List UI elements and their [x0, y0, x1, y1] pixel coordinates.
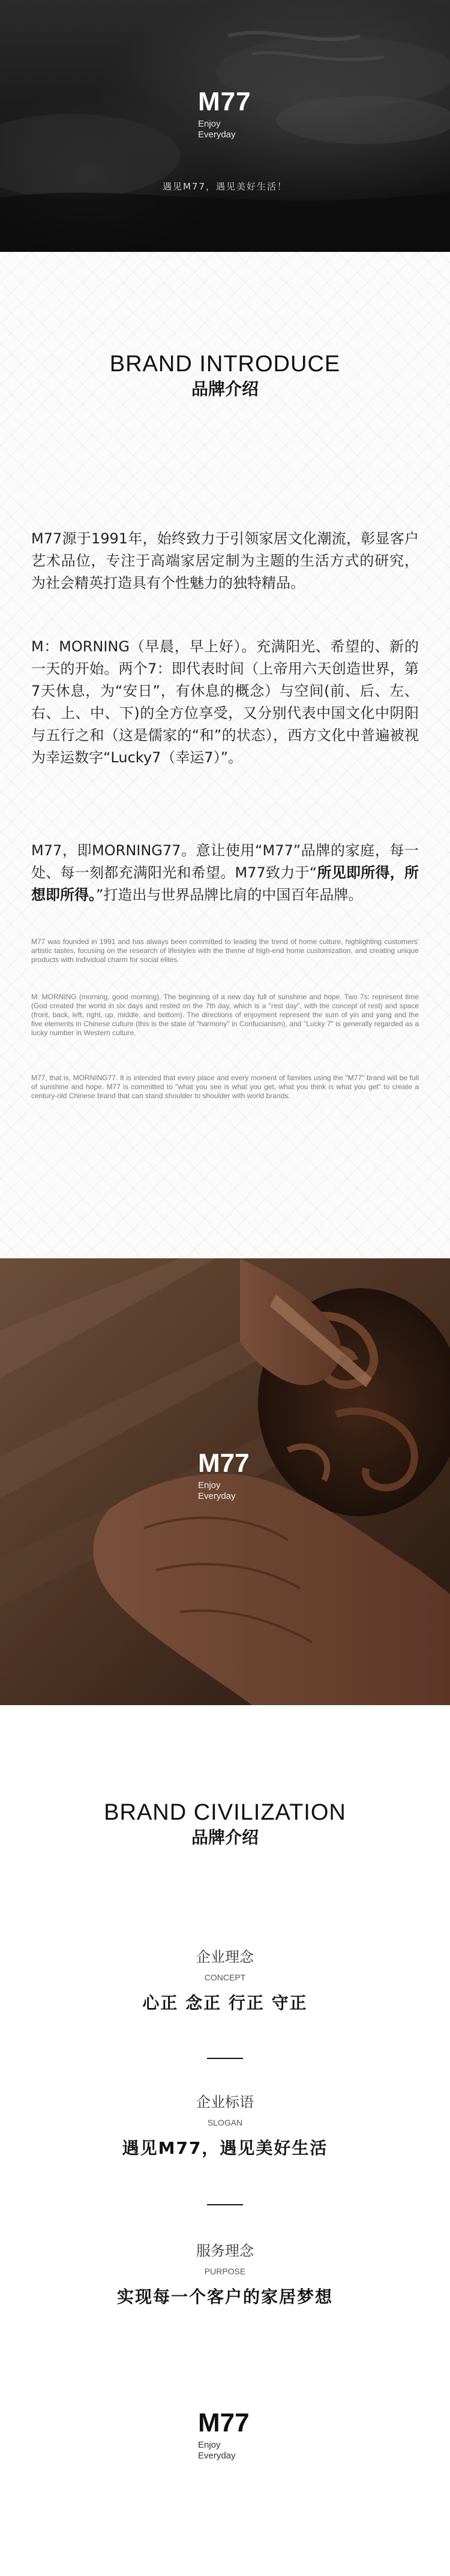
- concept-en: CONCEPT: [204, 1973, 246, 1982]
- introduce-title-en: BRAND INTRODUCE: [109, 351, 341, 377]
- footer-logo: [198, 2410, 250, 2461]
- hero-logo-tagline-1: Enjoy: [198, 119, 221, 129]
- photo-logo: [198, 1450, 250, 1502]
- purpose-block: [0, 2242, 450, 2308]
- hero-logo-mark: M77: [198, 87, 251, 116]
- hero-logo-tagline-2: Everyday: [198, 130, 236, 140]
- introduce-english-3: M77, that is, MORNING77. It is intended that every place and every moment of families using the "M77" brand will be full of sunshine and hope. M77 is committed to "what you see is what you get, what you think is what you get" to create a century-old Chinese brand that can stand shoulder to shoulder with world brands.: [31, 1074, 419, 1100]
- footer-logo-tagline-1: Enjoy: [198, 2440, 221, 2450]
- civilization-title: [0, 1799, 450, 1848]
- photo-logo-tagline-1: Enjoy: [198, 1480, 221, 1490]
- introduce-paragraph-2: M：MORNING（早晨，早上好）。充满阳光、希望的、新的一天的开始。两个7：即代表时间（上帝用六天创造世界，第7天休息，为“安日”，有休息的概念）与空间(前、后、左、右、上、中、下)的全方位享受，又分别代表中国文化中阴阳与五行之和（这是儒家的“和”的状态），西方文化中普遍被视为幸运数字“Lucky7（幸运7）”。: [31, 638, 419, 766]
- introduce-title: [0, 351, 450, 400]
- hero-slogan: 遇见M77，遇见美好生活！: [162, 181, 288, 192]
- photo-logo-mark: M77: [198, 1448, 250, 1478]
- p3-bold: 所见即所得，所想即所得。: [31, 864, 419, 903]
- concept-label: 企业理念: [196, 1949, 254, 1965]
- introduce-paragraph-3: [31, 840, 419, 906]
- p3-post: ”打造出与世界品牌比肩的中国百年品牌。: [96, 886, 363, 903]
- purpose-label: 服务理念: [196, 2243, 254, 2259]
- divider-1: [207, 2058, 243, 2059]
- purpose-en: PURPOSE: [204, 2267, 246, 2276]
- slogan-en: SLOGAN: [207, 2118, 243, 2127]
- introduce-english-1: M77 was founded in 1991 and has always been committed to leading the trend of home culture, highlighting customers' artistic tastes, focusing on the research of lifestyles with the theme of high-end home customization, and creating unique products with individual charm for social elites.: [31, 937, 419, 964]
- slogan-block: [0, 2093, 450, 2159]
- footer-logo-tagline-2: Everyday: [198, 2451, 236, 2461]
- slogan-label: 企业标语: [196, 2094, 254, 2111]
- introduce-english-2: M: MORNING (morning, good morning). The beginning of a new day full of sunshine and hope. Two 7s: represent time (God created the world in six days and rested on the 7th day, which is a "rest day", with the concept of rest) and space (front, back, left, right, up, middle, and bottom). The directions of enjoyment represent the sum of yin and yang and the five elements in Chinese culture (this is the state of "harmony" in Confucianism), and "Lucky 7" is generally regarded as a lucky number in Western culture.: [31, 993, 419, 1037]
- hero-logo: [198, 89, 251, 140]
- civilization-title-en: BRAND CIVILIZATION: [104, 1800, 346, 1825]
- concept-block: [0, 1948, 450, 2014]
- photo-logo-tagline-2: Everyday: [198, 1491, 236, 1501]
- footer-logo-mark: M77: [198, 2408, 250, 2437]
- p3-pre: M77，即MORNING77。意让使用“M77”品牌的家庭，每一处、每一刻都充满阳光和希望。M77致力于“: [31, 842, 419, 881]
- divider-2: [207, 2204, 243, 2205]
- hero-banner: [0, 0, 450, 252]
- introduce-title-zh: 品牌介绍: [191, 379, 259, 399]
- civilization-title-zh: 品牌介绍: [191, 1827, 259, 1847]
- slogan-value: 遇见M77，遇见美好生活: [122, 2138, 328, 2158]
- introduce-paragraph-1: M77源于1991年，始终致力于引领家居文化潮流，彰显客户艺术品位，专注于高端家居定制为主题的生活方式的研究，为社会精英打造具有个性魅力的独特精品。: [31, 530, 419, 591]
- concept-value: 心正 念正 行正 守正: [142, 1993, 308, 2013]
- purpose-value: 实现每一个客户的家居梦想: [116, 2287, 333, 2307]
